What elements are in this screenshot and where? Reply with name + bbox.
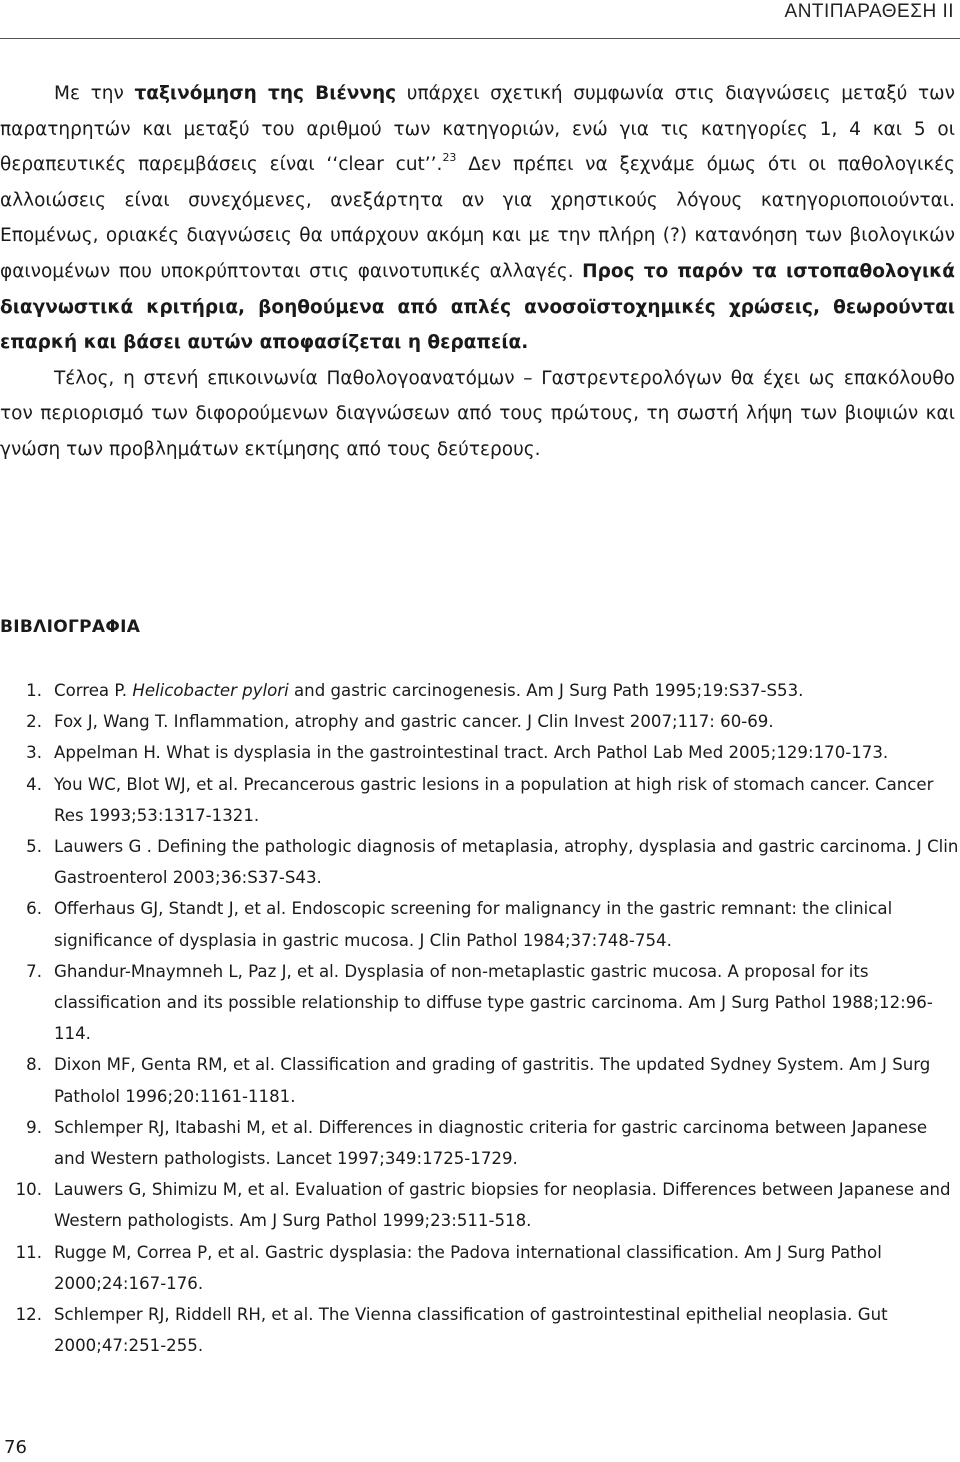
reference-text: Dixon MF, Genta RM, et al. Classification and grading of gastritis. The updated Sydney System. Am J Surg Patholol 1996;20:1161-1181. (54, 1055, 931, 1106)
reference-text: Fox J, Wang T. Inflammation, atrophy and gastric cancer. J Clin Invest 2007;117: 60-69. (54, 712, 774, 732)
reference-text: Schlemper RJ, Itabashi M, et al. Differences in diagnostic criteria for gastric carcinoma between Japanese and Western pathologists. Lancet 1997;349:1725-1729. (54, 1117, 928, 1169)
paragraph-1 (0, 76, 955, 361)
reference-italic: Helicobacter pylori (132, 681, 289, 700)
running-header: ΑΝΤΙΠΑΡΑΘΕΣΗ ΙΙ (784, 1, 954, 22)
reference-list (0, 675, 960, 1361)
reference-number: 4. (26, 774, 42, 794)
reference-text: Correa P. Helicobacter pylori and gastric carcinogenesis. Am J Surg Path 1995;19:S37-S53. (54, 681, 804, 700)
reference-item (0, 706, 960, 737)
paragraph-1-emphasis: Προς το παρόν τα ιστοπαθολογικά διαγνωστικά κριτήρια, βοηθούμενα από απλές ανοσοϊστοχημικές χρώσεις, θεωρούνται επαρκή και βάσει αυτών αποφασίζεται η θεραπεία. (0, 260, 956, 354)
reference-text: Lauwers G . Defining the pathologic diagnosis of metaplasia, atrophy, dysplasia and gastric carcinoma. J Clin Gastroenterol 2003;36:S37-S43. (54, 837, 959, 888)
reference-number: 3. (26, 743, 42, 763)
references-heading: ΒΙΒΛΙΟΓΡΑΦΙΑ (0, 617, 141, 637)
reference-text: Ghandur-Mnaymneh L, Paz J, et al. Dysplasia of non-metaplastic gastric mucosa. A proposal for its classification and its possible relationship to diffuse type gastric carcinoma. Am J Surg Pathol 1988;12:96-114. (54, 961, 933, 1044)
reference-number: 10. (15, 1180, 42, 1200)
reference-number: 2. (26, 712, 42, 732)
reference-text: You WC, Blot WJ, et al. Precancerous gastric lesions in a population at high risk of stomach cancer. Cancer Res 1993;53:1317-1321. (54, 774, 934, 825)
reference-number: 5. (26, 837, 42, 857)
reference-item (0, 769, 960, 831)
reference-item (0, 893, 960, 955)
reference-text: Lauwers G, Shimizu M, et al. Evaluation of gastric biopsies for neoplasia. Differences between Japanese and Western pathologists. Am J Surg Pathol 1999;23:511-518. (54, 1180, 951, 1231)
citation-marker: 23 (442, 151, 457, 165)
header-divider (0, 38, 960, 39)
reference-item (0, 737, 960, 768)
article-body (0, 76, 955, 468)
reference-number: 12. (15, 1305, 42, 1325)
reference-item (0, 1299, 960, 1361)
reference-item (0, 1237, 960, 1299)
reference-number: 11. (15, 1242, 42, 1262)
reference-number: 6. (26, 899, 42, 919)
paragraph-1-text: Δεν πρέπει να ξεχνάμε όμως ότι οι παθολογικές αλλοιώσεις είναι συνεχόμενες, ανεξάρτητα αν για χρηστικούς λόγους κατηγοριοποιούνται. Επομένως, οριακές διαγνώσεις θα υπάρχουν ακόμη και με την πλήρη (?) κατανόηση των βιολογικών φαινομένων που υποκρύπτονται στις φαινοτυπικές αλλαγές. (0, 154, 955, 282)
reference-item (0, 1174, 960, 1236)
reference-text: Appelman H. What is dysplasia in the gastrointestinal tract. Arch Pathol Lab Med 2005;129:170-173. (54, 743, 889, 763)
reference-item (0, 1112, 960, 1174)
paragraph-1-text: Με την (54, 83, 135, 104)
reference-number: 9. (26, 1117, 42, 1137)
reference-item (0, 831, 960, 893)
page-number: 76 (4, 1437, 27, 1458)
paragraph-1-text: υπάρχει σχετική συμφωνία στις διαγνώσεις μεταξύ των παρατηρητών και μεταξύ του αριθμού των κατηγοριών, ενώ για τις κατηγορίες 1, 4 και 5 οι θεραπευτικές παρεμβάσεις είναι ‘‘clear cut’’. (0, 83, 955, 176)
reference-text: Rugge M, Correa P, et al. Gastric dysplasia: the Padova international classification. Am J Surg Pathol 2000;24:167-176. (54, 1242, 882, 1293)
reference-item (0, 956, 960, 1050)
reference-text: Offerhaus GJ, Standt J, et al. Endoscopic screening for malignancy in the gastric remnant: the clinical significance of dysplasia in gastric mucosa. J Clin Pathol 1984;37:748-754. (54, 899, 893, 950)
paragraph-2: Τέλος, η στενή επικοινωνία Παθολογοανατόμων – Γαστρεντερολόγων θα έχει ως επακόλουθο τον περιορισμό των διφορούμενων διαγνώσεων από τους πρώτους, τη σωστή λήψη των βιοψιών και γνώση των προβλημάτων εκτίμησης από τους δεύτερους. (0, 367, 955, 460)
paragraph-1-emphasis: ταξινόμηση της Βιέννης (134, 83, 397, 104)
reference-item (0, 1049, 960, 1111)
reference-item (0, 675, 960, 706)
reference-number: 1. (26, 681, 42, 700)
reference-number: 8. (26, 1055, 42, 1075)
reference-text: Schlemper RJ, Riddell RH, et al. The Vienna classification of gastrointestinal epithelial neoplasia. Gut 2000;47:251-255. (54, 1305, 888, 1356)
reference-number: 7. (26, 961, 42, 981)
